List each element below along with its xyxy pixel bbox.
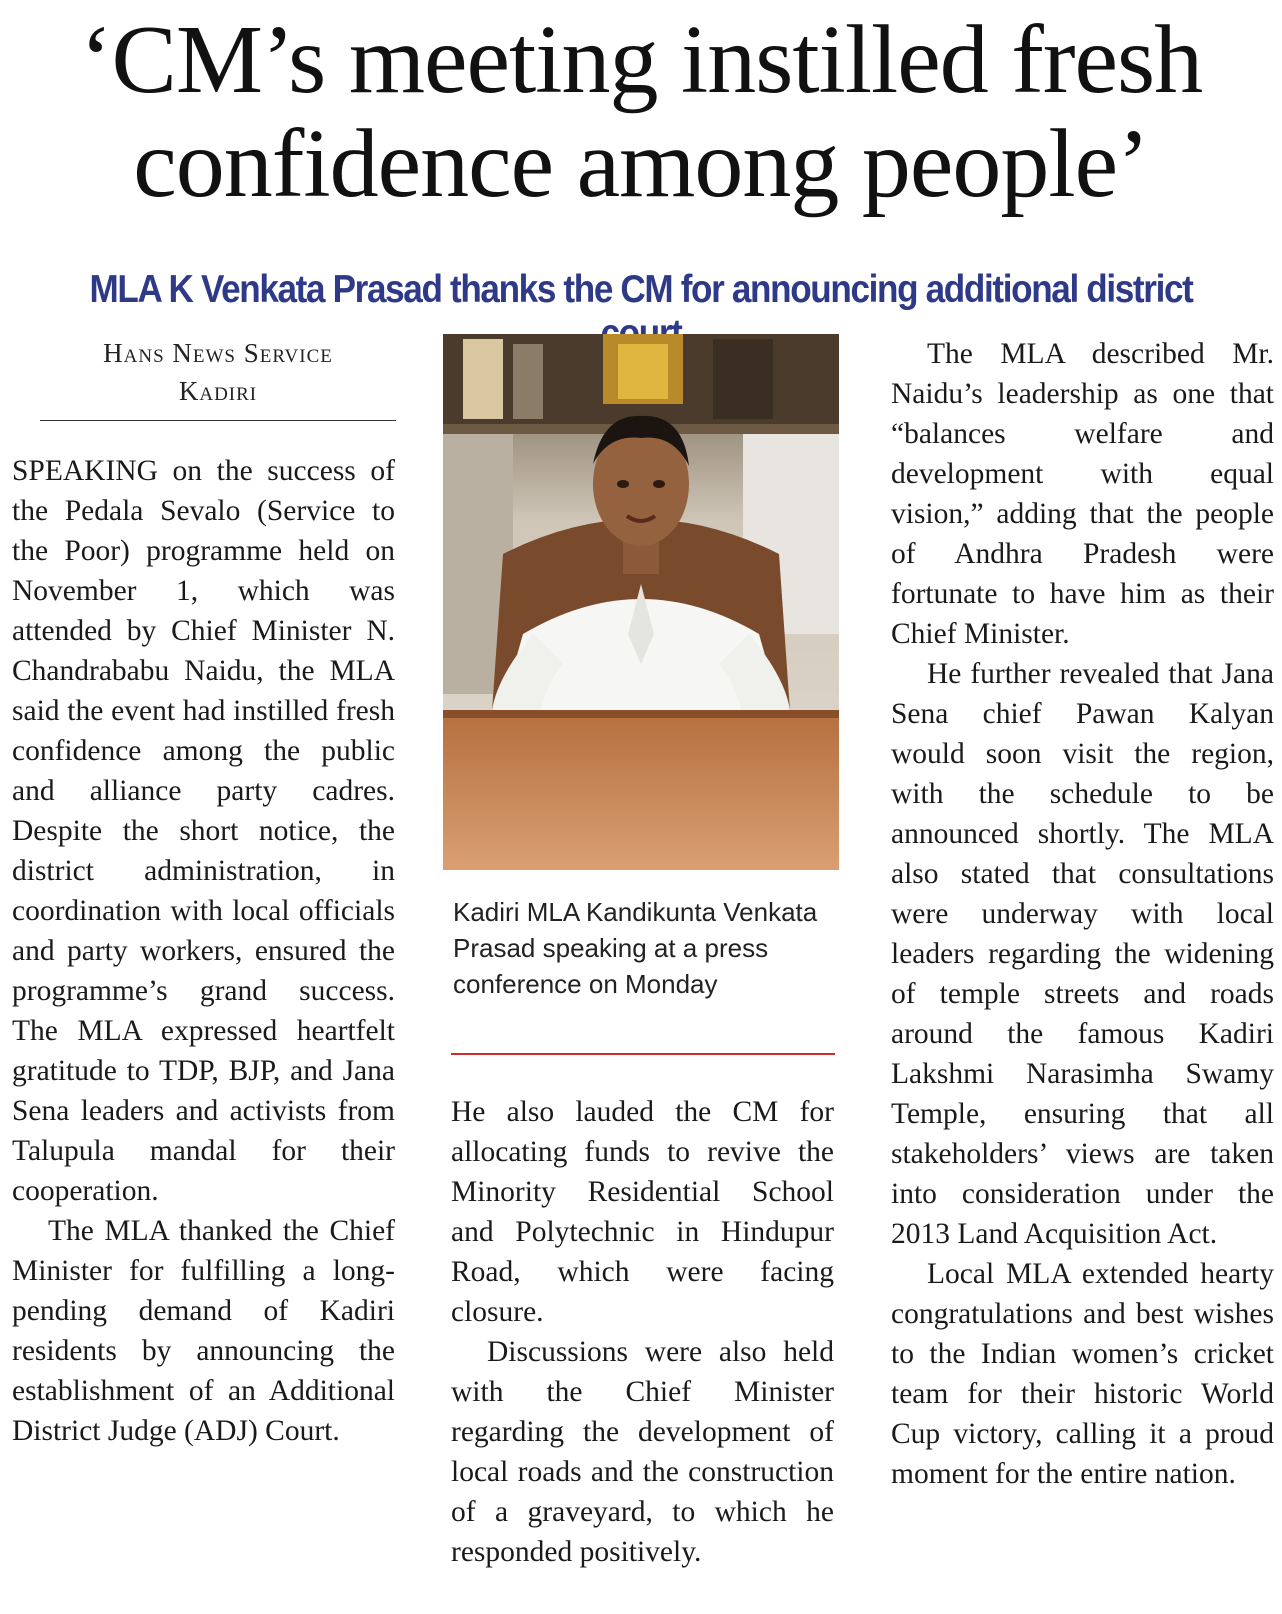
paragraph: Discussions were also held with the Chief Minister regarding the development of local roads and the construction of a graveyard, to which he responded positively. (451, 1336, 834, 1568)
byline (40, 334, 396, 410)
article-column-3 (891, 334, 1274, 1494)
article-column-2 (451, 1092, 834, 1572)
photo-caption: Kadiri MLA Kandikunta Venkata Prasad speaking at a press conference on Monday (453, 897, 818, 999)
paragraph: The MLA thanked the Chief Minister for fulfilling a long-pending demand of Kadiri residents by announcing the establishment of an Additional District Judge (ADJ) Court. (12, 1215, 395, 1447)
article-photo (443, 334, 839, 870)
headline (0, 8, 1282, 216)
paragraph: He further revealed that Jana Sena chief Pawan Kalyan would soon visit the region, with the schedule to be announced shortly. The MLA also stated that consultations were underway with local leaders regarding the widening of temple streets and roads around the famous Kadiri Lakshmi Narasimha Swamy Temple, ensuring that all stakeholders’ views are taken into consideration under the 2013 Land Acquisition Act. (891, 658, 1274, 1250)
paragraph: The MLA described Mr. Naidu’s leadership as one that “balances welfare and development with equal vision,” adding that the people of Andhra Pradesh were fortunate to have him as their Chief Minister. (891, 338, 1274, 650)
headline-line-2: confidence among people’ (133, 110, 1149, 218)
byline-place: Kadiri (178, 376, 258, 406)
subheadline: MLA K Venkata Prasad thanks the CM for announcing additional district (89, 268, 1193, 311)
caption-divider (451, 1053, 835, 1055)
headline-line-1: ‘CM’s meeting instilled fresh (79, 6, 1203, 114)
byline-divider (40, 420, 396, 421)
paragraph: He also lauded the CM for allocating funds to revive the Minority Residential School and Polytechnic in Hindupur Road, which were facing closure. (451, 1096, 834, 1328)
byline-agency: Hans News Service (103, 338, 333, 368)
paragraph: SPEAKING on the success of the Pedala Sevalo (Service to the Poor) programme held on November 1, which was attended by Chief Minister N. Chandrababu Naidu, the MLA said the event had instilled fresh confidence among the public and alliance party cadres. Despite the short notice, the district administration, in coordination with local officials and party workers, ensured the programme’s grand success. The MLA expressed heartfelt gratitude to TDP, BJP, and Jana Sena leaders and activists from Talupula mandal for their cooperation. (12, 455, 395, 1207)
mla-portrait-illustration (443, 334, 839, 870)
paragraph: Local MLA extended hearty congratulations and best wishes to the Indian women’s cricket team for their historic World Cup victory, calling it a proud moment for the entire nation. (891, 1258, 1274, 1490)
article-column-1 (12, 451, 395, 1451)
